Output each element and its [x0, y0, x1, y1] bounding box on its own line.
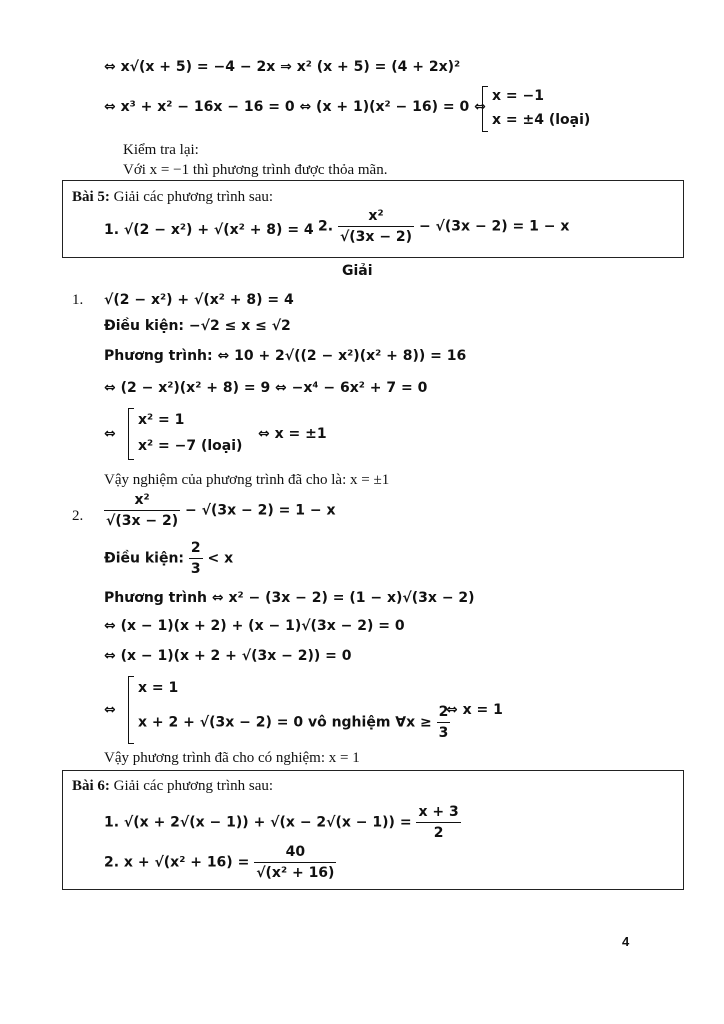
- exercise-5-prompt: Giải các phương trình sau:: [113, 189, 274, 205]
- part-2-result: ⇔ x = 1: [446, 702, 503, 718]
- exercise-5-eq-2: [318, 206, 569, 247]
- part-1-number: 1.: [72, 292, 84, 308]
- fraction: [104, 490, 180, 531]
- exercise-6-prompt: Giải các phương trình sau:: [113, 778, 274, 794]
- part-1-step-1: Phương trình: ⇔ 10 + 2√((2 − x²)(x² + 8)) = 16: [104, 348, 467, 364]
- equation-line-1: ⇔ x√(x + 5) = −4 − 2x ⇒ x² (x + 5) = (4 + 2x)²: [104, 59, 461, 75]
- part-2-step-2: ⇔ (x − 1)(x + 2) + (x − 1)√(3x − 2) = 0: [104, 618, 405, 634]
- case-1: x = −1: [492, 88, 544, 104]
- exercise-6-eq-2: [104, 842, 336, 883]
- case-2: x = ±4 (loại): [492, 112, 591, 128]
- case-bracket: [128, 676, 134, 744]
- part-1-condition: Điều kiện: −√2 ≤ x ≤ √2: [104, 318, 291, 334]
- part-1-conclusion: Vậy nghiệm của phương trình đã cho là: x = ±1: [104, 472, 390, 488]
- case-bracket: [482, 86, 488, 132]
- condition-rest: < x: [207, 550, 234, 567]
- part-2-condition: [104, 538, 233, 579]
- arrow: ⇔: [104, 702, 116, 718]
- denominator: 3: [437, 722, 451, 743]
- numerator: 2: [190, 540, 201, 556]
- part-1-result: ⇔ x = ±1: [258, 426, 327, 442]
- denominator: 3: [189, 558, 203, 579]
- case-text: x + 2 + √(3x − 2) = 0 vô nghiệm ∀x ≥: [138, 714, 432, 731]
- part-1-equation: √(2 − x²) + √(x² + 8) = 4: [104, 292, 294, 308]
- eq-lhs: 1. √(x + 2√(x − 1)) + √(x − 2√(x − 1)) =: [104, 814, 412, 831]
- case-bracket: [128, 408, 134, 460]
- eq-rest: − √(3x − 2) = 1 − x: [418, 218, 570, 235]
- numerator: 40: [285, 844, 306, 860]
- part-2-number: 2.: [72, 508, 84, 524]
- numerator: x + 3: [418, 804, 459, 820]
- part-2-conclusion: Vậy phương trình đã cho có nghiệm: x = 1: [104, 750, 360, 766]
- fraction: [189, 538, 203, 579]
- arrow: ⇔: [104, 426, 116, 442]
- check-title: Kiểm tra lại:: [123, 142, 199, 158]
- check-text: Với x = −1 thì phương trình được thỏa mãn.: [123, 162, 388, 178]
- numerator: x²: [134, 492, 150, 508]
- eq-rest: − √(3x − 2) = 1 − x: [185, 502, 336, 519]
- fraction: [338, 206, 414, 247]
- eq-label: 2.: [318, 218, 334, 235]
- eq-lhs: 2. x + √(x² + 16) =: [104, 854, 250, 871]
- equation-line-2: ⇔ x³ + x² − 16x − 16 = 0 ⇔ (x + 1)(x² − 16) = 0 ⇔: [104, 99, 486, 115]
- solution-heading: Giải: [342, 263, 373, 279]
- part-2-step-1: Phương trình ⇔ x² − (3x − 2) = (1 − x)√(3x − 2): [104, 590, 475, 606]
- exercise-6-title: Bài 6:: [72, 778, 110, 794]
- numerator: x²: [368, 208, 384, 224]
- exercise-5-heading: [72, 187, 273, 207]
- denominator: √(x² + 16): [254, 862, 336, 883]
- denominator: √(3x − 2): [338, 226, 414, 247]
- numerator: 2: [438, 704, 449, 720]
- exercise-6-eq-1: [104, 802, 461, 843]
- part-2-case-1: x = 1: [138, 680, 179, 696]
- page-number: 4: [622, 934, 630, 949]
- part-2-case-2: [138, 702, 450, 743]
- fraction: [416, 802, 460, 843]
- fraction: [254, 842, 336, 883]
- part-2-step-3: ⇔ (x − 1)(x + 2 + √(3x − 2)) = 0: [104, 648, 352, 664]
- exercise-6-heading: [72, 776, 273, 796]
- denominator: √(3x − 2): [104, 510, 180, 531]
- exercise-5-eq-1: 1. √(2 − x²) + √(x² + 8) = 4: [104, 222, 314, 238]
- part-1-step-2: ⇔ (2 − x²)(x² + 8) = 9 ⇔ −x⁴ − 6x² + 7 = 0: [104, 380, 428, 396]
- denominator: 2: [416, 822, 460, 843]
- condition-label: Điều kiện:: [104, 550, 185, 567]
- part-1-case-2: x² = −7 (loại): [138, 438, 243, 454]
- part-2-equation: [104, 490, 335, 531]
- part-1-case-1: x² = 1: [138, 412, 185, 428]
- exercise-5-title: Bài 5:: [72, 189, 110, 205]
